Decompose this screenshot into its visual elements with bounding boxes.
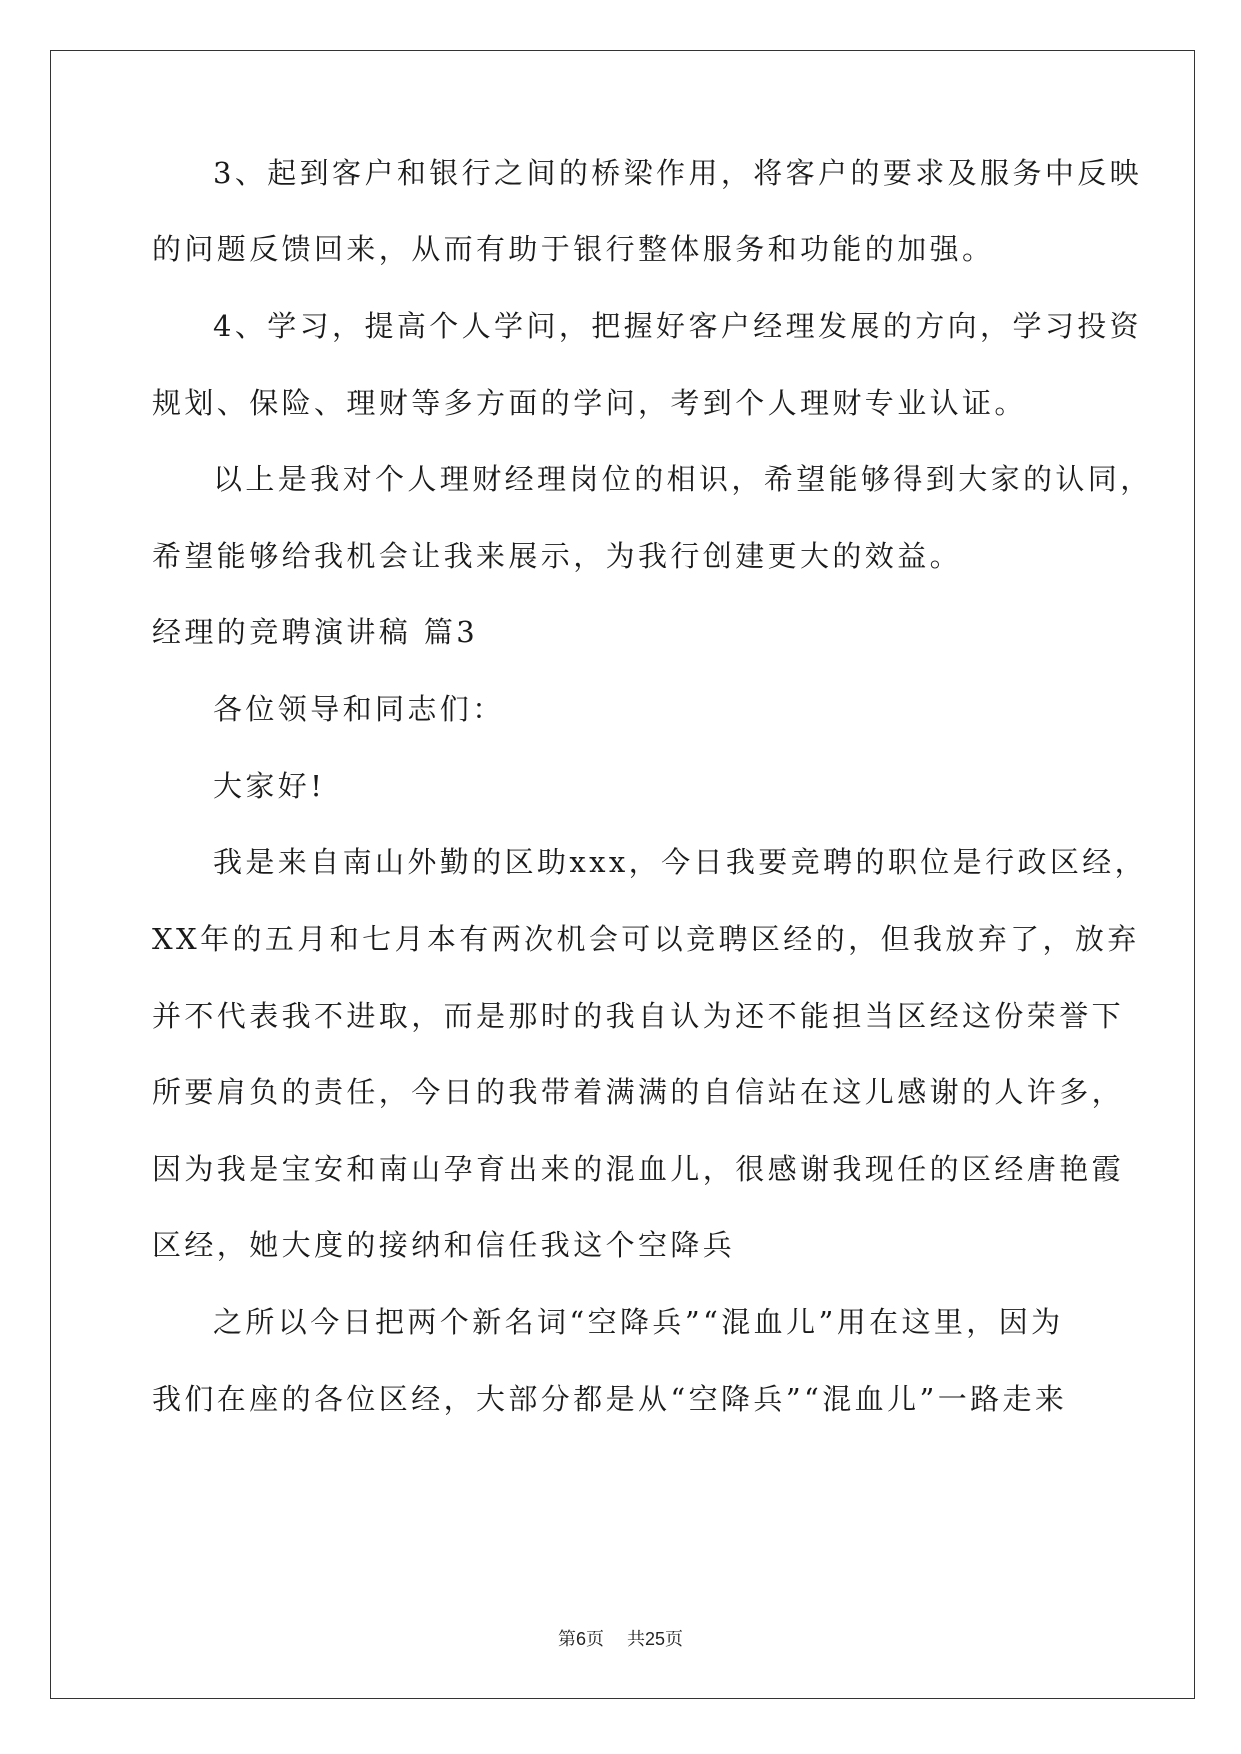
footer-total-suffix: 页 bbox=[664, 1629, 683, 1650]
footer-prefix: 第 bbox=[558, 1629, 577, 1650]
greeting: 大家好! bbox=[213, 769, 326, 803]
current-page-number: 6 bbox=[576, 1629, 587, 1649]
paragraph-line: 因为我是宝安和南山孕育出来的混血儿，很感谢我现任的区经唐艳霞 bbox=[152, 1152, 1125, 1186]
footer-total-prefix: 共 bbox=[626, 1629, 645, 1650]
paragraph-line: 区经，她大度的接纳和信任我这个空降兵 bbox=[152, 1228, 736, 1262]
paragraph-line: 我是来自南山外勤的区助xxx，今日我要竞聘的职位是行政区经， bbox=[213, 845, 1148, 879]
paragraph-line: 规划、保险、理财等多方面的学问，考到个人理财专业认证。 bbox=[152, 386, 1027, 420]
paragraph-line: 所要肩负的责任，今日的我带着满满的自信站在这儿感谢的人许多， bbox=[152, 1075, 1125, 1109]
paragraph-line: 的问题反馈回来，从而有助于银行整体服务和功能的加强。 bbox=[152, 232, 995, 266]
paragraph-line: 希望能够给我机会让我来展示，为我行创建更大的效益。 bbox=[152, 539, 963, 573]
total-page-count: 25 bbox=[644, 1629, 665, 1649]
footer-page-suffix: 页 bbox=[586, 1629, 605, 1650]
paragraph-line: 以上是我对个人理财经理岗位的相识，希望能够得到大家的认同， bbox=[213, 462, 1153, 496]
paragraph-line: 之所以今日把两个新名词“空降兵”“混血儿”用在这里，因为 bbox=[213, 1305, 1064, 1339]
paragraph-line: 3、起到客户和银行之间的桥梁作用，将客户的要求及服务中反映 bbox=[213, 156, 1143, 190]
page-footer bbox=[0, 1625, 1241, 1651]
paragraph-line: 我们在座的各位区经，大部分都是从“空降兵”“混血儿”一路走来 bbox=[152, 1382, 1068, 1416]
paragraph-line: 并不代表我不进取，而是那时的我自认为还不能担当区经这份荣誉下 bbox=[152, 999, 1125, 1033]
paragraph-line: XX年的五月和七月本有两次机会可以竞聘区经的，但我放弃了，放弃 bbox=[152, 922, 1140, 956]
salutation: 各位领导和同志们： bbox=[213, 692, 505, 726]
section-heading: 经理的竞聘演讲稿 篇3 bbox=[152, 615, 479, 649]
paragraph-line: 4、学习，提高个人学问，把握好客户经理发展的方向，学习投资 bbox=[213, 309, 1143, 343]
